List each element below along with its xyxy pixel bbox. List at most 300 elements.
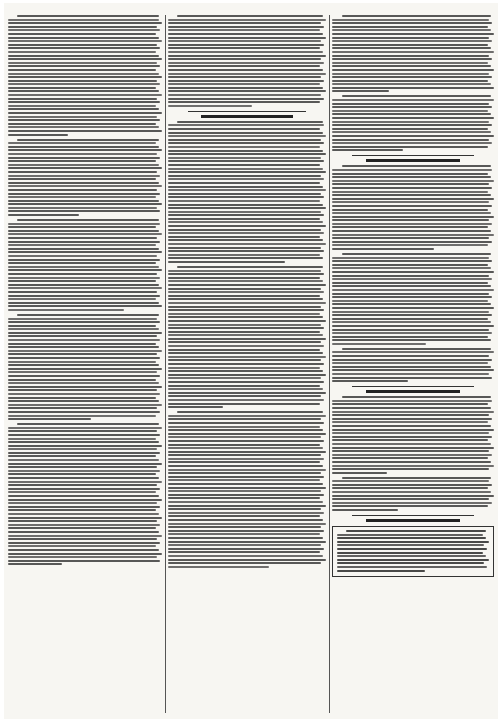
text-line	[8, 87, 156, 89]
text-line	[332, 505, 488, 507]
text-line	[168, 562, 321, 564]
text-line	[177, 121, 322, 123]
text-line	[8, 193, 160, 195]
text-line	[346, 530, 486, 532]
text-line	[8, 371, 157, 373]
text-line	[168, 37, 326, 39]
text-line	[168, 40, 321, 42]
text-line	[8, 94, 162, 96]
text-line	[8, 438, 156, 440]
text-line	[8, 517, 162, 519]
text-line	[17, 139, 159, 141]
text-line	[168, 214, 324, 216]
text-line	[332, 336, 488, 338]
text-line	[8, 19, 159, 21]
text-line	[332, 380, 408, 382]
text-line	[168, 388, 323, 390]
text-line	[168, 291, 324, 293]
text-line	[8, 22, 162, 24]
text-line	[168, 261, 285, 263]
text-line	[332, 51, 494, 53]
text-line	[337, 555, 486, 557]
text-line	[332, 314, 492, 316]
text-line	[168, 211, 321, 213]
text-line	[8, 130, 162, 132]
text-line	[332, 369, 494, 371]
text-line	[8, 499, 162, 501]
article-paragraph	[168, 411, 326, 568]
text-line	[168, 168, 323, 170]
text-line	[168, 51, 323, 53]
text-line	[168, 505, 326, 507]
text-line	[332, 83, 491, 85]
text-line	[332, 311, 489, 313]
text-line	[8, 33, 156, 35]
text-line	[332, 219, 489, 221]
text-line	[8, 404, 162, 406]
text-line	[332, 131, 491, 133]
text-line	[337, 537, 486, 539]
text-line	[8, 400, 159, 402]
text-line	[168, 508, 321, 510]
text-line	[168, 324, 321, 326]
text-line	[332, 113, 491, 115]
text-line	[332, 33, 494, 35]
text-line	[332, 495, 494, 497]
text-line	[332, 135, 494, 137]
text-line	[168, 19, 326, 21]
text-line	[332, 99, 494, 101]
text-line	[337, 566, 487, 568]
text-line	[332, 173, 488, 175]
text-line	[168, 157, 321, 159]
text-line	[8, 29, 160, 31]
text-line	[17, 219, 159, 221]
text-line	[168, 497, 320, 499]
text-line	[168, 124, 324, 126]
text-line	[168, 229, 321, 231]
text-line	[8, 134, 68, 136]
text-line	[168, 284, 326, 286]
text-line	[337, 559, 489, 561]
text-line	[8, 142, 156, 144]
text-line	[8, 230, 159, 232]
text-line	[8, 119, 160, 121]
article-paragraph	[8, 423, 162, 565]
text-line	[8, 90, 159, 92]
text-line	[8, 484, 157, 486]
text-line	[337, 534, 483, 536]
text-line	[168, 433, 326, 435]
text-line	[332, 303, 491, 305]
text-column-2	[168, 15, 326, 715]
text-line	[168, 490, 321, 492]
text-line	[8, 361, 156, 363]
text-line	[332, 343, 426, 345]
text-line	[168, 512, 324, 514]
article-paragraph	[168, 15, 326, 107]
text-line	[8, 269, 162, 271]
text-line	[8, 393, 160, 395]
article-paragraph	[332, 477, 494, 511]
article-paragraph	[8, 139, 162, 216]
text-line	[8, 146, 159, 148]
text-line	[8, 481, 162, 483]
text-line	[8, 214, 79, 216]
text-line	[8, 182, 159, 184]
text-line	[168, 160, 324, 162]
text-line	[332, 400, 492, 402]
text-line	[168, 62, 324, 64]
text-line	[332, 457, 488, 459]
text-line	[168, 193, 321, 195]
text-line	[8, 280, 156, 282]
text-line	[168, 533, 320, 535]
text-line	[168, 559, 326, 561]
text-line	[332, 26, 488, 28]
text-line	[332, 480, 489, 482]
text-line	[168, 58, 321, 60]
text-line	[332, 267, 491, 269]
text-line	[8, 535, 162, 537]
text-line	[8, 241, 160, 243]
text-line	[332, 509, 398, 511]
text-line	[8, 545, 156, 547]
text-line	[342, 477, 491, 479]
text-line	[168, 363, 324, 365]
text-line	[168, 399, 324, 401]
article-paragraph	[332, 165, 494, 250]
text-line	[332, 205, 492, 207]
text-line	[8, 302, 159, 304]
text-line	[168, 135, 326, 137]
text-line	[168, 273, 324, 275]
text-line	[17, 314, 159, 316]
text-line	[168, 239, 323, 241]
text-line	[332, 19, 489, 21]
text-line	[332, 241, 492, 243]
text-line	[332, 439, 488, 441]
text-line	[168, 444, 320, 446]
text-line	[332, 296, 492, 298]
text-line	[168, 465, 323, 467]
text-line	[168, 392, 326, 394]
text-line	[168, 302, 326, 304]
text-line	[168, 250, 324, 252]
text-line	[168, 338, 326, 340]
text-line	[332, 244, 488, 246]
text-line	[168, 551, 320, 553]
text-line	[8, 164, 159, 166]
text-line	[168, 537, 323, 539]
text-line	[168, 257, 323, 259]
text-line	[332, 498, 489, 500]
text-line	[337, 544, 484, 546]
text-line	[332, 40, 492, 42]
text-line	[332, 377, 492, 379]
text-line	[8, 389, 157, 391]
text-line	[8, 287, 162, 289]
text-line	[8, 284, 159, 286]
text-line	[337, 552, 483, 554]
text-line	[168, 461, 320, 463]
text-line	[8, 488, 160, 490]
text-line	[168, 566, 269, 568]
text-line	[8, 108, 159, 110]
text-line	[168, 403, 320, 405]
text-line	[332, 414, 489, 416]
text-line	[8, 386, 162, 388]
text-line	[332, 366, 491, 368]
text-line	[168, 87, 323, 89]
text-line	[332, 142, 492, 144]
text-line	[332, 106, 492, 108]
text-line	[332, 87, 494, 89]
text-line	[168, 377, 321, 379]
text-line	[8, 101, 160, 103]
text-line	[8, 123, 156, 125]
text-line	[168, 90, 326, 92]
text-line	[168, 494, 324, 496]
text-line	[168, 29, 320, 31]
text-line	[332, 285, 491, 287]
text-line	[332, 69, 494, 71]
text-line	[8, 563, 62, 565]
text-line	[337, 541, 489, 543]
text-line	[8, 305, 162, 307]
text-line	[168, 429, 323, 431]
article-paragraph	[168, 266, 326, 408]
text-line	[332, 62, 488, 64]
text-line	[8, 427, 162, 429]
text-line	[168, 415, 326, 417]
text-line	[168, 26, 324, 28]
text-line	[168, 359, 321, 361]
text-line	[332, 332, 492, 334]
text-line	[168, 182, 320, 184]
text-line	[168, 178, 324, 180]
text-line	[8, 357, 160, 359]
text-line	[8, 466, 157, 468]
text-line	[168, 139, 321, 141]
text-line	[8, 153, 157, 155]
text-line	[168, 501, 323, 503]
text-line	[168, 395, 321, 397]
text-line	[8, 62, 157, 64]
text-line	[8, 332, 162, 334]
text-line	[168, 367, 320, 369]
text-line	[168, 352, 323, 354]
text-line	[8, 441, 159, 443]
text-line	[337, 548, 487, 550]
text-line	[168, 153, 326, 155]
text-line	[8, 463, 162, 465]
text-line	[332, 80, 488, 82]
text-line	[332, 454, 492, 456]
text-line	[168, 422, 324, 424]
text-line	[8, 549, 159, 551]
text-line	[168, 22, 321, 24]
text-line	[168, 320, 326, 322]
text-line	[168, 548, 324, 550]
text-line	[332, 257, 489, 259]
text-line	[332, 484, 492, 486]
text-line	[342, 348, 491, 350]
text-line	[168, 189, 326, 191]
text-line	[332, 289, 494, 291]
text-line	[8, 69, 156, 71]
text-line	[168, 515, 320, 517]
text-line	[8, 266, 159, 268]
text-line	[168, 447, 323, 449]
text-line	[168, 186, 323, 188]
text-line	[8, 350, 162, 352]
text-line	[8, 237, 157, 239]
text-line	[8, 339, 160, 341]
text-line	[337, 562, 484, 564]
text-line	[168, 101, 320, 103]
text-line	[168, 236, 320, 238]
text-line	[8, 513, 159, 515]
text-line	[332, 103, 489, 105]
text-line	[168, 341, 321, 343]
text-line	[332, 307, 494, 309]
text-line	[8, 520, 157, 522]
text-line	[337, 570, 425, 572]
text-line	[332, 264, 488, 266]
text-line	[8, 51, 156, 53]
text-line	[8, 105, 156, 107]
text-line	[8, 524, 160, 526]
text-line	[8, 116, 157, 118]
text-line	[168, 345, 324, 347]
text-line	[8, 40, 162, 42]
text-line	[168, 254, 320, 256]
text-line	[332, 300, 488, 302]
text-line	[332, 271, 494, 273]
text-line	[332, 201, 489, 203]
article-paragraph	[332, 95, 494, 151]
text-line	[332, 191, 488, 193]
text-line	[8, 364, 159, 366]
text-line	[332, 37, 489, 39]
text-line	[8, 160, 156, 162]
text-line	[168, 55, 326, 57]
section-divider	[352, 155, 474, 156]
text-line	[332, 450, 489, 452]
text-line	[332, 502, 492, 504]
heading-stroke	[201, 115, 293, 118]
text-line	[168, 146, 320, 148]
text-line	[8, 353, 157, 355]
text-line	[17, 423, 159, 425]
text-line	[168, 142, 324, 144]
text-line	[332, 237, 489, 239]
text-line	[8, 445, 162, 447]
text-line	[8, 448, 157, 450]
text-line	[168, 406, 223, 408]
text-line	[168, 65, 320, 67]
text-line	[17, 15, 159, 17]
text-line	[8, 37, 159, 39]
text-line	[332, 373, 489, 375]
text-line	[342, 95, 491, 97]
text-line	[332, 121, 489, 123]
text-line	[332, 149, 403, 151]
text-line	[332, 146, 488, 148]
text-line	[168, 469, 326, 471]
text-line	[168, 436, 321, 438]
article-paragraph	[332, 253, 494, 345]
text-line	[8, 58, 162, 60]
text-line	[168, 128, 320, 130]
text-line	[168, 487, 326, 489]
text-line	[8, 473, 156, 475]
text-line	[168, 150, 323, 152]
text-line	[8, 259, 160, 261]
text-line	[8, 203, 162, 205]
text-line	[168, 472, 321, 474]
text-line	[332, 278, 492, 280]
text-line	[8, 273, 157, 275]
text-line	[8, 418, 91, 420]
text-line	[8, 375, 160, 377]
text-line	[332, 429, 494, 431]
text-line	[332, 465, 494, 467]
text-line	[168, 47, 320, 49]
text-line	[168, 196, 324, 198]
text-column-1	[8, 15, 162, 715]
text-line	[332, 403, 488, 405]
text-line	[168, 418, 321, 420]
text-line	[168, 458, 324, 460]
text-line	[8, 178, 156, 180]
text-line	[168, 232, 324, 234]
text-line	[177, 266, 322, 268]
article-paragraph	[8, 219, 162, 311]
text-line	[8, 560, 160, 562]
text-line	[177, 411, 322, 413]
text-line	[332, 65, 491, 67]
text-line	[332, 282, 488, 284]
text-line	[332, 90, 389, 92]
text-line	[8, 196, 156, 198]
text-line	[168, 476, 324, 478]
text-line	[168, 221, 323, 223]
text-line	[332, 76, 492, 78]
text-line	[342, 396, 491, 398]
text-line	[168, 288, 321, 290]
text-line	[8, 538, 157, 540]
text-line	[8, 556, 157, 558]
text-line	[8, 171, 157, 173]
text-line	[8, 415, 156, 417]
text-line	[332, 436, 492, 438]
text-line	[332, 230, 491, 232]
text-line	[8, 112, 162, 114]
text-line	[168, 73, 326, 75]
text-line	[168, 555, 323, 557]
text-line	[8, 157, 160, 159]
text-line	[168, 440, 324, 442]
text-line	[332, 461, 491, 463]
text-line	[168, 313, 320, 315]
text-line	[332, 212, 491, 214]
text-line	[332, 491, 491, 493]
text-line	[168, 519, 323, 521]
text-line	[332, 44, 488, 46]
text-line	[168, 200, 320, 202]
